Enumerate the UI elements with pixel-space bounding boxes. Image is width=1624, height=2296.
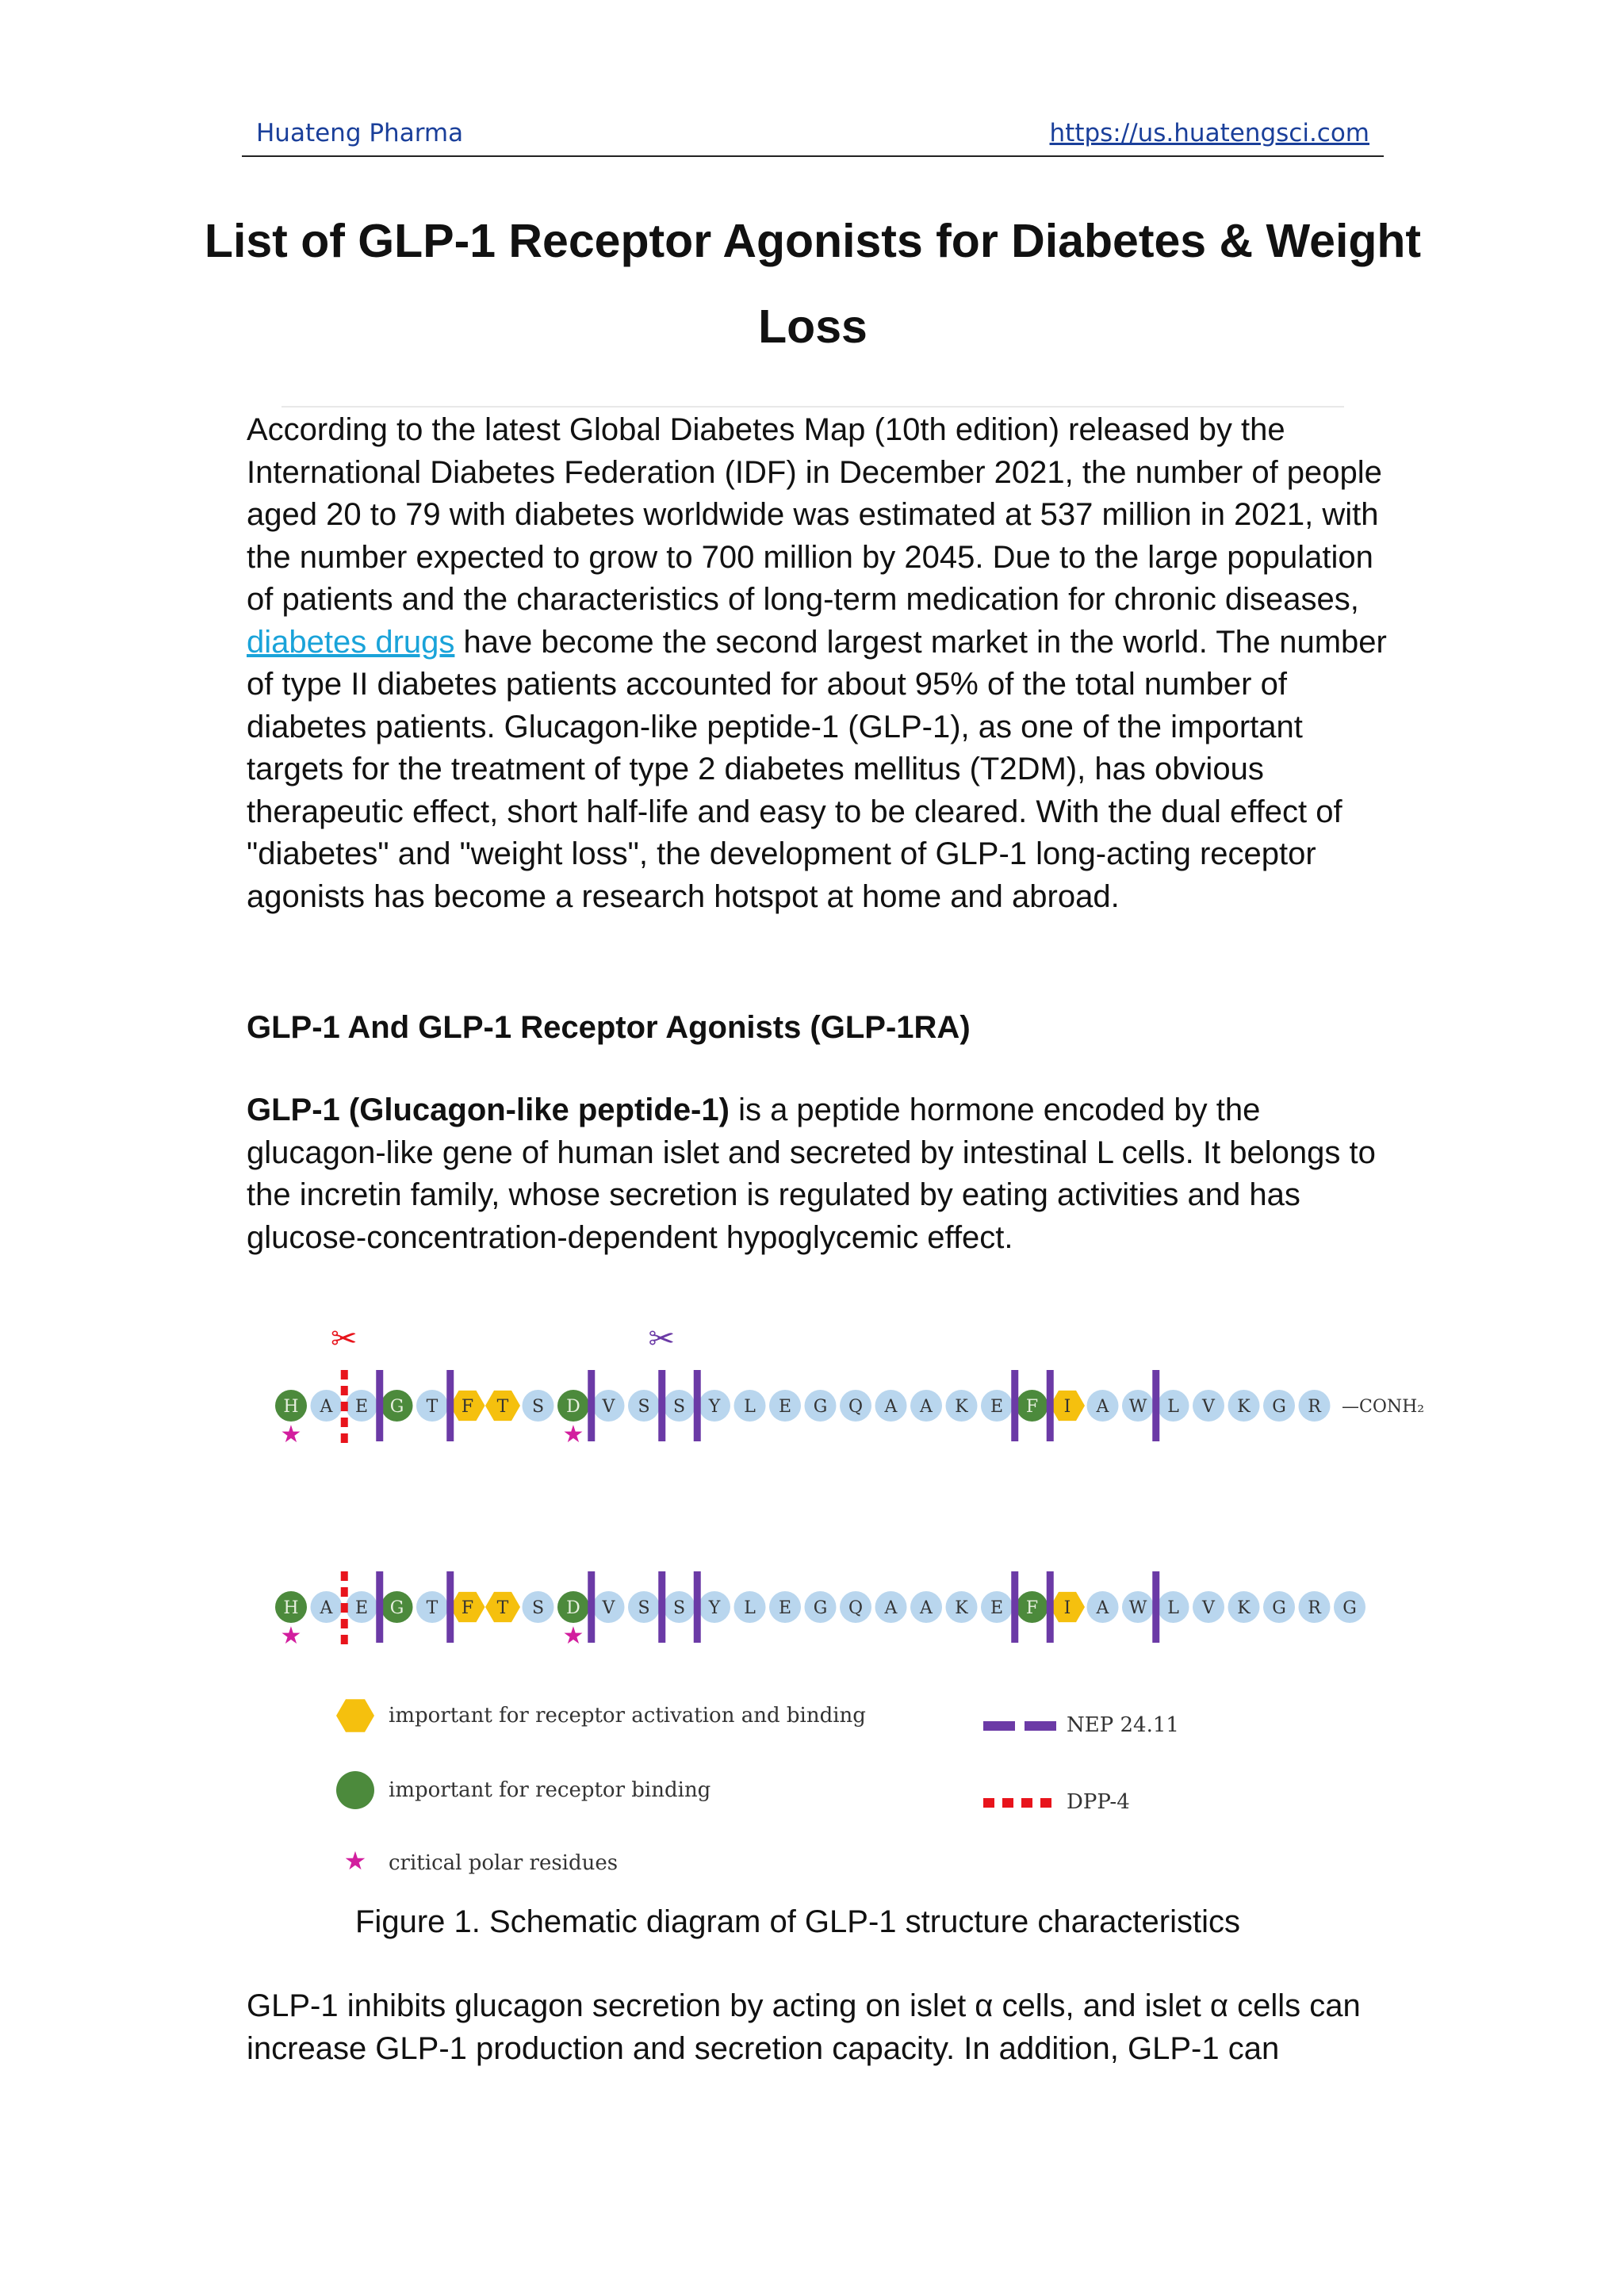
dpp4-cleavage-mark [341, 1402, 348, 1411]
residue-label: A [920, 1397, 933, 1417]
residue-label: S [638, 1598, 650, 1618]
intro-text-2: have become the second largest market in the world. The number of type II diabetes patients accounted for about 95% of the total number of diabetes patients. Glucagon-like peptide-1 (GLP-1), as one of the important targets for the treatment of type 2 diabetes mellitus (T2DM), has obvious therapeutic effect, short half-life and easy to be cleared. With the dual effect of "diabetes" and "weight loss", the development of GLP-1 long-acting receptor agonists has become a research hotspot at home and abroad. [247, 624, 1387, 914]
nep-cleavage-bar [694, 1571, 701, 1643]
residue-label: G [389, 1598, 404, 1618]
intro-paragraph [247, 409, 1404, 918]
nep-cleavage-bar [658, 1370, 665, 1441]
legend-dpp-mark [1040, 1798, 1051, 1808]
residue-label: E [990, 1598, 1004, 1618]
residue-label: V [602, 1598, 615, 1618]
glp1-action-paragraph: GLP-1 inhibits glucagon secretion by acting on islet α cells, and islet α cells can increase GLP-1 production and secretion capacity. In addition, GLP-1 can [247, 1988, 1361, 2066]
residue-label: E [354, 1397, 369, 1417]
nep-cleavage-bar [446, 1571, 454, 1643]
nep-cleavage-bar [588, 1370, 595, 1441]
residue-label: V [602, 1397, 615, 1417]
residue-label: Y [708, 1598, 721, 1618]
residue-label: L [1167, 1397, 1179, 1417]
legend-activation: important for receptor activation and binding [389, 1704, 866, 1728]
residue-label: G [813, 1598, 828, 1618]
nep-cleavage-bar [1047, 1571, 1054, 1643]
residue-label: H [283, 1397, 299, 1417]
dpp4-cleavage-mark [341, 1587, 348, 1597]
residue-label: F [461, 1397, 474, 1417]
sequence-row-2 [275, 1591, 1365, 1650]
residue-label: I [1063, 1397, 1071, 1417]
residue-label: D [566, 1397, 580, 1417]
residue-label: L [744, 1397, 756, 1417]
residue-label: E [990, 1397, 1004, 1417]
scissors-icon: ✂ [330, 1321, 358, 1357]
glp1-text: is a peptide hormone encoded by the glucagon-like gene of human islet and secreted by intestinal L cells. It belongs to the incretin family, whose secretion is regulated by eating activities and has glucose-concentration-dependent hypoglycemic effect. [247, 1093, 1376, 1255]
residue-label: R [1308, 1397, 1321, 1417]
residue-label: L [1167, 1598, 1179, 1618]
dpp4-cleavage-mark [341, 1571, 348, 1581]
residue-label: G [1272, 1397, 1286, 1417]
dpp4-cleavage-mark [341, 1370, 348, 1380]
residue-label: W [1128, 1397, 1147, 1417]
glp1-structure-figure [262, 1300, 1499, 1887]
section-heading: GLP-1 And GLP-1 Receptor Agonists (GLP-1RA) [247, 1010, 971, 1045]
residue-label: Q [848, 1397, 864, 1417]
residue-label: S [531, 1397, 545, 1417]
residue-label: S [638, 1397, 650, 1417]
residue-label: T [496, 1598, 509, 1618]
residue-label: E [778, 1397, 792, 1417]
residue-label: L [744, 1598, 756, 1618]
nep-cleavage-bar [1152, 1370, 1159, 1441]
nep-cleavage-bar [1011, 1571, 1018, 1643]
intro-text-1: According to the latest Global Diabetes Map (10th edition) released by the International Diabetes Federation (IDF) in December 2021, the number of people aged 20 to 79 with diabetes worldwide was estimated at 537 million in 2021, with the number expected to grow to 700 million by 2045. Due to the large population of patients and the characteristics of long-term medication for chronic diseases, [247, 412, 1382, 617]
residue-label: F [1025, 1598, 1039, 1618]
dpp4-cleavage-mark [341, 1635, 348, 1644]
residue-label: A [1096, 1397, 1109, 1417]
glp1-term: GLP-1 (Glucagon-like peptide-1) [247, 1093, 730, 1127]
polar-star: ★ [562, 1421, 584, 1448]
residue-label: S [672, 1598, 686, 1618]
residue-label: G [1272, 1598, 1286, 1618]
nep-cleavage-bar [376, 1370, 383, 1441]
nep-cleavage-bar [658, 1571, 665, 1643]
legend-circle [336, 1771, 374, 1809]
legend-dpp-mark [1002, 1798, 1013, 1808]
legend-hexagon [336, 1699, 374, 1732]
residue-label: A [1096, 1598, 1109, 1618]
page-header [242, 116, 1384, 157]
residue-label: S [672, 1397, 686, 1417]
residue-label: H [283, 1598, 299, 1618]
figure-caption: Figure 1. Schematic diagram of GLP-1 structure characteristics [355, 1904, 1240, 1939]
nep-cleavage-bar [1047, 1370, 1054, 1441]
residue-label: A [320, 1598, 333, 1618]
nep-cleavage-bar [1011, 1370, 1018, 1441]
dpp4-cleavage-mark [341, 1603, 348, 1613]
title-divider [282, 406, 1344, 408]
residue-label: A [920, 1598, 933, 1618]
residue-label: K [1237, 1598, 1251, 1618]
residue-label: A [884, 1598, 898, 1618]
residue-label: G [389, 1397, 404, 1417]
brand-name: Huateng Pharma [256, 119, 464, 147]
legend-nep: NEP 24.11 [1067, 1713, 1179, 1737]
residue-label: V [1202, 1598, 1215, 1618]
residue-label: T [426, 1598, 439, 1618]
legend-dpp: DPP-4 [1067, 1790, 1130, 1814]
residue-label: Q [848, 1598, 864, 1618]
nep-cleavage-bar [1152, 1571, 1159, 1643]
residue-label: G [813, 1397, 828, 1417]
residue-label: E [354, 1598, 369, 1618]
polar-star: ★ [562, 1622, 584, 1650]
legend-star: ★ [343, 1846, 367, 1876]
residue-label: T [496, 1397, 509, 1417]
residue-label: A [320, 1397, 333, 1417]
legend-nep-bar [983, 1721, 1015, 1731]
c-terminus-label: —CONH₂ [1342, 1397, 1425, 1417]
residue-label: K [1237, 1397, 1251, 1417]
polar-star: ★ [280, 1622, 302, 1650]
residue-label: G [1342, 1598, 1357, 1618]
figure-legend [336, 1699, 1179, 1876]
dpp4-cleavage-mark [341, 1418, 348, 1427]
legend-dpp-mark [1021, 1798, 1032, 1808]
legend-binding: important for receptor binding [389, 1778, 711, 1802]
glp1-paragraph [247, 1089, 1404, 1259]
dpp4-cleavage-mark [341, 1386, 348, 1395]
residue-label: S [531, 1598, 545, 1618]
dpp4-cleavage-mark [341, 1619, 348, 1628]
scissors-icon: ✂ [648, 1321, 676, 1357]
nep-cleavage-bar [694, 1370, 701, 1441]
legend-nep-bar [1025, 1721, 1056, 1731]
residue-label: F [1025, 1397, 1039, 1417]
legend-dpp-mark [983, 1798, 994, 1808]
residue-label: D [566, 1598, 580, 1618]
residue-label: A [884, 1397, 898, 1417]
residue-label: K [955, 1598, 968, 1618]
nep-cleavage-bar [446, 1370, 454, 1441]
nep-cleavage-bar [376, 1571, 383, 1643]
polar-star: ★ [280, 1421, 302, 1448]
page-title: List of GLP-1 Receptor Agonists for Diabetes & Weight Loss [204, 215, 1422, 353]
legend-polar: critical polar residues [389, 1851, 619, 1875]
site-link[interactable]: https://us.huatengsci.com [1049, 119, 1369, 147]
nep-cleavage-bar [588, 1571, 595, 1643]
residue-label: I [1063, 1598, 1071, 1618]
residue-label: F [461, 1598, 474, 1618]
residue-label: T [426, 1397, 439, 1417]
residue-label: R [1308, 1598, 1321, 1618]
residue-label: K [955, 1397, 968, 1417]
dpp4-cleavage-mark [341, 1433, 348, 1443]
residue-label: V [1202, 1397, 1215, 1417]
residue-label: W [1128, 1598, 1147, 1618]
diabetes-drugs-link[interactable]: diabetes drugs [247, 624, 455, 660]
residue-label: Y [708, 1397, 721, 1417]
residue-label: E [778, 1598, 792, 1618]
